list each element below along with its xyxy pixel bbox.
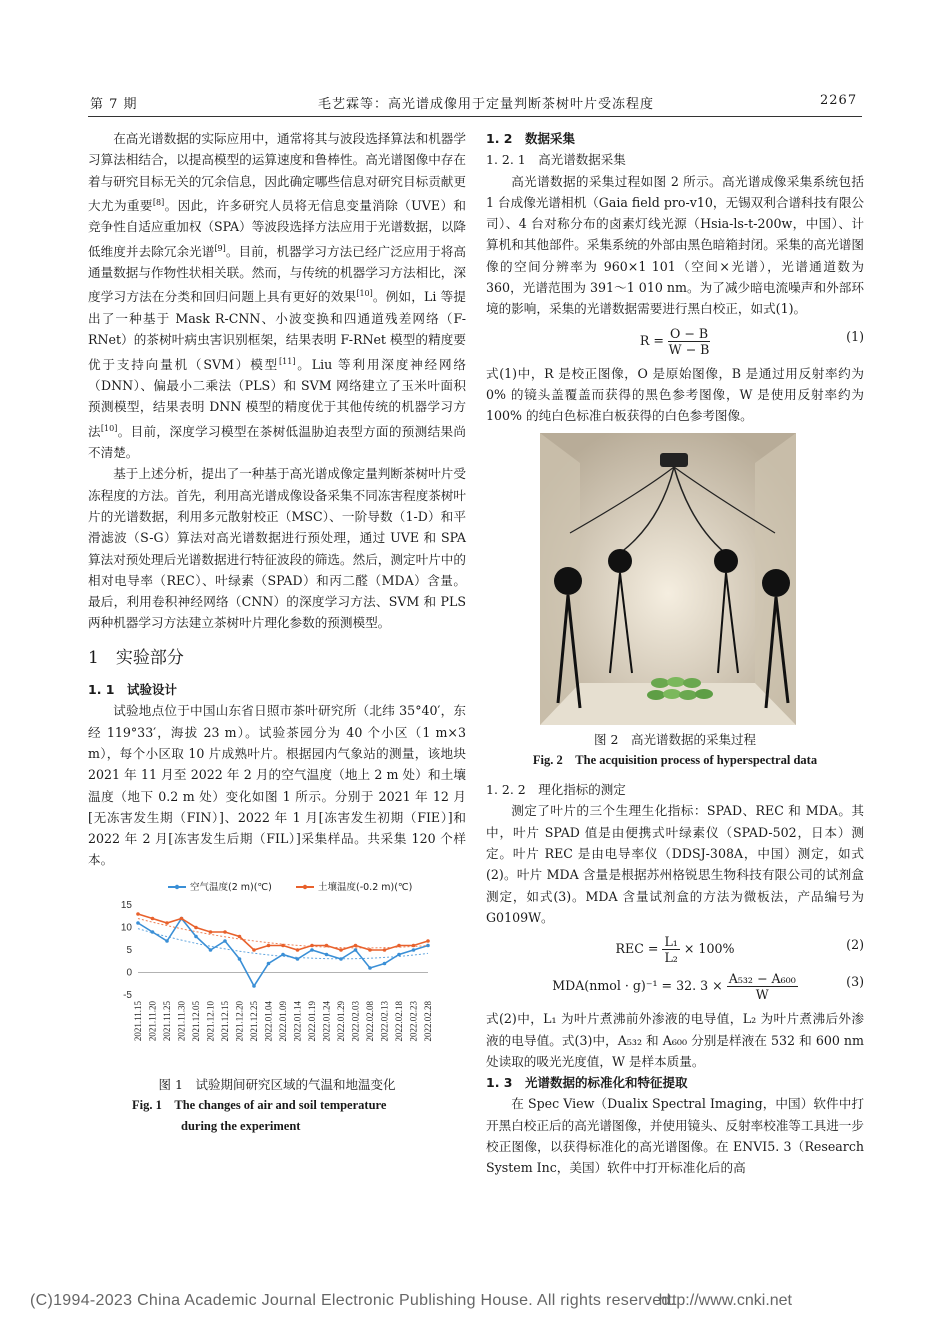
x-tick-label: 2022.01.04	[263, 1000, 274, 1042]
figure-2-caption: 图 2 高光谱数据的采集过程	[594, 731, 756, 747]
x-tick-label: 2022.02.13	[379, 1000, 390, 1042]
x-tick-label: 2021.11.20	[147, 1000, 158, 1041]
data-point	[194, 934, 198, 938]
data-point	[223, 939, 227, 943]
data-point	[151, 916, 155, 920]
x-tick-label: 2022.01.24	[321, 1000, 332, 1042]
y-tick-label: 15	[120, 899, 132, 911]
x-tick-label: 2022.02.18	[394, 1000, 404, 1042]
acquisition-photo	[540, 433, 796, 725]
x-tick-label: 2022.02.03	[350, 1000, 361, 1042]
data-point	[368, 966, 372, 970]
data-point	[180, 916, 184, 920]
section-heading-1-1: 1. 1 试验设计	[88, 682, 177, 698]
paragraph-indicators: 测定了叶片的三个生理生化指标：SPAD、REC 和 MDA。其中，叶片 SPAD 值是由便携式叶绿素仪（SPAD-502，日本）测定。叶片 REC 是由电导率仪（DDSJ-308A，中国）测定，如式(2)。叶片 MDA 含量是根据苏州格锐思生物科技有限公司的试剂盒测定，如式(3)。MDA 含量试剂盒的方法为微板法，产品编号为 G0109W。	[486, 803, 864, 925]
data-point	[209, 948, 213, 952]
paragraph-hyperspectral-acquisition: 高光谱数据的采集过程如图 2 所示。高光谱成像采集系统包括 1 台成像光谱相机（Gaia field pro-v10，无锡双利合谱科技有限公司）、4 台对称分布的卤素灯线光源（Hsia-ls-t-200w，中国）、计算机和其他部件。采集系统的外部由黑色暗箱封闭。采集的高光谱图像的空间分辨率为 960×1 101（空间×光谱），光谱通道数为 360，光谱范围为 391～1 010 nm。为了减少暗电流噪声和外部环境的影响，采集的光谱数据需要进行黑白校正，如式(1)。	[486, 173, 865, 317]
paragraph-method-overview: 基于上述分析，提出了一种基于高光谱成像定量判断茶树叶片受冻程度的方法。首先，利用高光谱成像设备采集不同冻害程度茶树叶片的光谱数据，利用多元散射校正（MSC）、一阶导数（1-D）和平滑滤波（S-G）算法对高光谱数据进行预处理，通过 UVE 和 SPA 算法对预处理后光谱数据进行特征波段的筛选。然后，测定叶片中的相对电导率（REC）、叶绿素（SPAD）和丙二醛（MDA）含量。最后，利用卷积神经网络（CNN）的深度学习方法、SVM 和 PLS 两种机器学习方法建立茶树叶片理化参数的预测模型。	[88, 466, 466, 631]
data-point	[368, 948, 372, 952]
data-point	[310, 948, 314, 952]
data-point	[426, 939, 430, 943]
trend-line	[138, 918, 428, 947]
data-point	[354, 943, 358, 947]
x-tick-label: 2021.12.20	[234, 1000, 245, 1042]
paragraph-eq1-explanation: 式(1)中，R 是校正图像，O 是原始图像，B 是通过用反射率约为 0% 的镜头盖覆盖而获得的黑色参考图像，W 是使用反射率约为 100% 的纯白色标准白板获得的白色参考图像。	[486, 365, 864, 424]
x-tick-label: 2021.11.30	[176, 1000, 187, 1041]
header-issue: 第 7 期	[90, 97, 138, 112]
x-tick-label: 2022.02.23	[408, 1000, 419, 1042]
header-page: 2267	[820, 93, 858, 108]
x-tick-label: 2021.12.25	[249, 1000, 259, 1042]
figure-2-caption-en: Fig. 2 The acquisition process of hyperspectral data	[532, 752, 818, 767]
data-point	[397, 952, 401, 956]
figure-2	[486, 433, 864, 772]
x-tick-label: 2021.12.15	[220, 1000, 230, 1042]
equation-3: MDA(nmol · g)⁻¹ = 32. 3 × $\frac{\text{A₅₃₂ − A₆₀₀}}{W}$ (3)	[552, 971, 864, 1003]
paragraph-standardization: 在 Spec View（Dualix Spectral Imaging，中国）软件中打开黑白校正后的高光谱图像，并使用镜头、反射率校准等工具进一步校正图像，以获得标准化的高光谱图像。在 ENVI5. 3（Research System Inc，美国）软件中打开标准化后的高	[486, 1096, 864, 1176]
figure-1	[88, 877, 466, 1138]
x-tick-label: 2021.11.25	[162, 1000, 172, 1041]
data-point	[165, 939, 169, 943]
left-column	[88, 128, 466, 1138]
footer-site[interactable]: http://www.cnki.net	[658, 1292, 792, 1309]
right-column	[486, 128, 864, 1179]
section-heading-1-2: 1. 2 数据采集	[486, 131, 575, 146]
section-heading-1-3: 1. 3 光谱数据的标准化和特征提取	[486, 1075, 688, 1091]
legend-label: 土壤温度(-0.2 m)(℃)	[318, 881, 413, 893]
x-tick-label: 2022.01.14	[292, 1000, 303, 1042]
x-tick-label: 2021.11.15	[133, 1000, 143, 1041]
legend-marker	[303, 885, 307, 889]
x-tick-label: 2022.01.09	[278, 1000, 288, 1042]
x-tick-label: 2021.12.10	[205, 1000, 216, 1042]
paragraph-intro: 在高光谱数据的实际应用中，通常将其与波段选择算法和机器学习算法相结合，以提高模型的运算速度和鲁棒性。高光谱图像中存在着与研究目标无关的冗余信息，因此确定哪些信息对研究目标贡献更大尤为重要[8]。因此，许多研究人员将无信息变量消除（UVE）和竞争性自适应重加权（SPA）等波段选择方法应用于光谱数据，以降低维度并去除冗余光谱[9]。目前，机器学习方法已经广泛应用于将高通量数据与作物性状相关联。然而，与传统的机器学习方法相比，深度学习方法在分类和回归问题上具有更好的效果[10]。例如，Li 等提出了一种基于 Mask R-CNN、小波变换和四通道残差网络（F-RNet）的茶树叶病虫害识别框架，结果表明 F-RNet 模型的精度要优于支持向量机（SVM）模型[11]。Liu 等利用深度神经网络（DNN）、偏最小二乘法（PLS）和 SVM 网络建立了玉米叶面积预测模型，结果表明 DNN 模型的精度优于其他传统的机器学习方法[10]。目前，深度学习模型在茶树低温胁迫表型方面的预测结果尚不清楚。	[88, 131, 467, 461]
section-heading-1-2-2: 1. 2. 2 理化指标的测定	[486, 782, 626, 798]
header-rule	[88, 116, 862, 117]
data-point	[383, 961, 387, 965]
section-heading-1: 1 实验部分	[88, 647, 184, 668]
data-point	[296, 948, 300, 952]
y-tick-label: -5	[123, 989, 132, 1001]
data-point	[252, 984, 256, 988]
x-tick-label: 2022.02.28	[423, 1000, 433, 1042]
data-point	[209, 930, 213, 934]
y-tick-label: 0	[126, 967, 132, 979]
x-tick-label: 2022.01.19	[307, 1000, 317, 1042]
section-heading-1-2-1: 1. 2. 1 高光谱数据采集	[486, 152, 626, 168]
data-point	[325, 952, 329, 956]
data-point	[136, 912, 140, 916]
legend-marker	[175, 885, 179, 889]
data-point	[252, 948, 256, 952]
data-point	[136, 921, 140, 925]
data-point	[281, 952, 285, 956]
data-point	[267, 961, 271, 965]
equation-1: R = $\frac{O - B}{W - B}$ (1)	[639, 325, 864, 357]
x-tick-label: 2022.02.08	[365, 1000, 375, 1042]
data-point	[165, 921, 169, 925]
data-point	[412, 948, 416, 952]
y-tick-label: 10	[120, 922, 132, 934]
equation-2: REC = $\frac{\text{L₁}}{\text{L₂}}$ × 100% (2)	[615, 934, 864, 966]
figure-1-caption: 图 1 试验期间研究区域的气温和地温变化	[158, 1076, 396, 1092]
data-point	[267, 943, 271, 947]
data-point	[238, 957, 242, 961]
figure-1-caption-en-1: Fig. 1 The changes of air and soil temperature	[132, 1098, 387, 1113]
data-point	[238, 934, 242, 938]
x-tick-label: 2021.12.05	[191, 1000, 201, 1042]
data-point	[194, 925, 198, 929]
y-tick-label: 5	[126, 944, 132, 956]
footer-copyright: (C)1994-2023 China Academic Journal Electronic Publishing House. All rights reserved.	[30, 1292, 676, 1309]
data-point	[354, 948, 358, 952]
figure-1-caption-en-2: during the experiment	[181, 1119, 301, 1134]
x-tick-label: 2022.01.29	[336, 1000, 346, 1042]
data-point	[383, 948, 387, 952]
header-title: 毛艺霖等：高光谱成像用于定量判断茶树叶片受冻程度	[318, 97, 655, 112]
paragraph-eq-explanation: 式(2)中，L₁ 为叶片煮沸前外渗液的电导值，L₂ 为叶片煮沸后外渗液的电导值。式(3)中，A₅₃₂ 和 A₆₀₀ 分别是样液在 532 和 600 nm 处读取的吸光光度值，W 是样本质量。	[486, 1011, 864, 1069]
data-point	[339, 948, 343, 952]
paragraph-experiment-design: 试验地点位于中国山东省日照市茶叶研究所（北纬 35°40′，东经 119°33′，海拔 23 m）。试验茶园分为 40 个小区（1 m×3 m），每个小区取 10 片成熟叶片。根据园内气象站的测量，该地块 2021 年 11 月至 2022 年 2 月的空气温度（地上 2 m 处）和土壤温度（地下 0.2 m 处）变化如图 1 所示。分别于 2021 年 12 月[无冻害发生期（FIN）]、2022 年 1 月[冻害发生初期（FIE）]和 2022 年 2 月[冻害发生后期（FIL）]采集样品。共采集 120 个样本。	[88, 703, 466, 868]
data-point	[223, 930, 227, 934]
legend-label: 空气温度(2 m)(℃)	[190, 881, 272, 893]
temperature-chart	[108, 877, 438, 1072]
